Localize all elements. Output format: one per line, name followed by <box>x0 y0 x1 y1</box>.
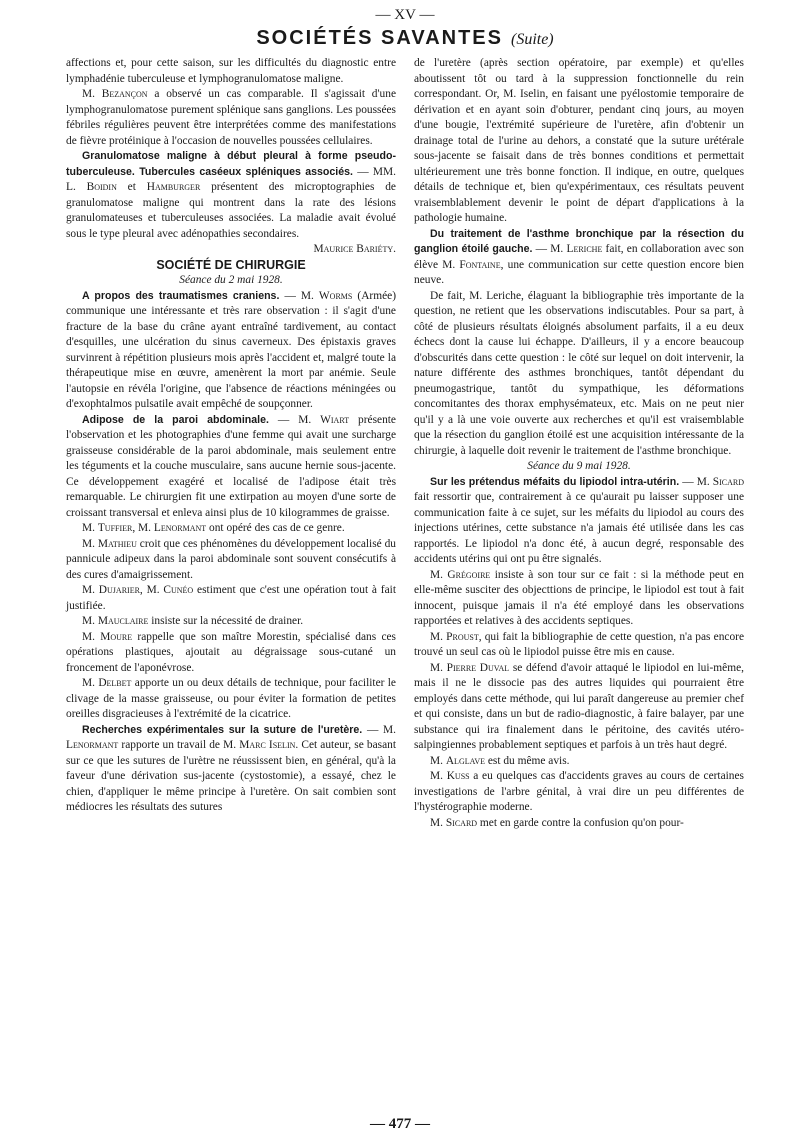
right-column <box>414 56 744 831</box>
article-title: Du traitement de l'asthme bronchique par la résection du ganglion étoilé gauche. <box>414 227 744 255</box>
paragraph: Sur les prétendus méfaits du lipiodol intra-utérin. — M. Sicard fait ressortir que, contrairement à ce qu'aurait pu laisser supposer une communication faite à ce sujet, sur les méfaits du lipiodol au cours des injections utérines, cette substance n'a jamais été utilisée dans les cas rapportés. Le lipiodol n'a donc été, à aucun degré, responsable des accidents utérins qui ont pu être signalés. <box>414 475 744 565</box>
author-name: Fontaine <box>459 258 501 271</box>
author-name: Wiart <box>320 413 350 426</box>
article-title: Granulomatose maligne à début pleural à forme pseudo-tuberculeuse. Tubercules caséeux spléniques associés. <box>66 150 396 178</box>
author-name: Hamburger <box>146 181 201 193</box>
author-name: Alglave <box>445 754 486 767</box>
roman-page-number: — XV — <box>375 7 435 23</box>
author-name: Sicard <box>445 816 478 829</box>
article-title: Recherches expérimentales sur la suture de l'uretère. <box>82 723 363 736</box>
header-suite: (Suite) <box>510 31 554 48</box>
paragraph: M. Alglave est du même avis. <box>430 754 570 767</box>
session-date: Séance du 9 mai 1928. <box>527 460 631 472</box>
author-name: Sicard <box>712 475 744 488</box>
paragraph: M. Bezançon a observé un cas comparable. Il s'agissait d'une lymphogranulomatose purement splénique sans ganglions. Les poussées fébriles régulières peuvent être interprétées comme des manifestations de fièvre protéinique à l'occasion de nouvelles poussées cellulaires. <box>66 88 396 147</box>
article-title: A propos des traumatismes craniens. <box>82 289 280 302</box>
paragraph: M. Tuffier, M. Lenormant ont opéré des cas de ce genre. <box>82 522 345 534</box>
paragraph: M. Delbet apporte un ou deux détails de technique, pour faciliter le clivage de la masse graisseuse, ou pour éviter la formation de petites oreilles disgracieuses à l'extrémité de la cicatrice. <box>66 677 396 720</box>
author-name: Dujarier <box>98 584 140 596</box>
paragraph: de l'uretère (après section opératoire, par exemple) et qu'elles aboutissent tôt ou tard à la suppression fonctionnelle du rein correspondant. Or, M. Iselin, en faisant une pyélostomie temporaire de dérivation et en ayant soin d'obturer, pendant cinq jours, au moyen d'une bougie, l'extrémité supérieure de l'uretère, afin d'obtenir un drainage total de l'urine au dehors, a constaté que la suture urétérale sous-jacente se faisait dans de très bonnes conditions et permettait ultérieurement une très bonne fonction. Il indique, en outre, quelques détails de technique et, bien qu'expérimentaux, ces résultats peuvent vraisemblablement devenir le point de départ d'applications à la pathologie humaine. <box>414 57 744 224</box>
paragraph: Granulomatose maligne à début pleural à forme pseudo-tuberculeuse. Tubercules caséeux spléniques associés. — MM. L. Boidin et Hamburger présentent des microptographies de granulomatose maligne qui montrent dans la rate des lésions granulomateuses et tuberculeuses associées. La maladie avait évolué sous le type pleural avec adénopathies secondaires. <box>66 150 396 240</box>
header-title: SOCIÉTÉS SAVANTES <box>256 27 503 49</box>
author-name: Moure <box>100 630 133 643</box>
author-name: L. Boidin <box>66 181 117 193</box>
session-date: Séance du 2 mai 1928. <box>179 274 283 286</box>
paragraph: M. Pierre Duval se défend d'avoir attaqué le lipiodol en lui-même, mais il ne le dissocie pas des autres liquides qui pourraient être employés dans cette méthode, qui lui paraît dangereuse au premier chef et qui consiste, dans un but de radio-diagnostic, à faire balayer, par une substance qui ira finalement dans le péritoine, des cavités utéro-salpingiennes probablement septiques et parfois à un très haut degré. <box>414 661 744 751</box>
signature: Maurice Bariéty. <box>313 243 396 255</box>
paragraph: M. Dujarier, M. Cunéo estiment que c'est une opération tout à fait justifiée. <box>66 584 396 612</box>
author-name: Tuffier <box>97 522 133 534</box>
author-name: Cunéo <box>163 584 194 596</box>
left-column <box>66 56 396 831</box>
author-name: M. Bezançon <box>82 88 148 100</box>
article-title: Adipose de la paroi abdominale. <box>82 413 269 426</box>
paragraph: M. Kuss a eu quelques cas d'accidents graves au cours de certaines investigations de l'arbre génital, à vrai dire un peu différentes de l'hystérographie moderne. <box>414 770 744 813</box>
paragraph: A propos des traumatismes craniens. — M. Worms (Armée) communique une intéressante et très rare observation : il s'agit d'une fracture de la base du crâne ayant entraîné tardivement, au contact d'esquilles, une ulcération du sinus caverneux. Des épistaxis graves survinrent à répétition plusieurs mois après l'accident et, malgré toute la thérapeutique mise en œuvre, amenèrent la mort par anémie. Seule l'autopsie en révéla l'origine, que l'absence de réactions méningées ou d'exophtalmos pulsatile avait empêché de soupçonner. <box>66 289 396 410</box>
author-name: Lenormant <box>153 522 207 534</box>
paragraph: Recherches expérimentales sur la suture de l'uretère. — M. Lenormant rapporte un travail de M. Marc Iselin. Cet auteur, se basant sur ce que les sutures de l'urètre ne réussissent bien, en général, qu'à la faveur d'une dérivation sus-jacente (cystostomie), a essayé, chez le chien, d'appliquer le même principe à l'uretère. On sait combien sont médiocres les résultats des sutures <box>66 723 396 813</box>
section-heading: SOCIÉTÉ DE CHIRURGIE <box>156 257 306 272</box>
paragraph: M. Mauclaire insiste sur la nécessité de drainer. <box>82 615 304 627</box>
two-column-body <box>66 56 744 831</box>
author-name: Mauclaire <box>97 615 149 627</box>
author-name: Lenormant <box>66 739 119 751</box>
paragraph: M. Proust, qui fait la bibliographie de cette question, n'a pas encore trouvé un seul cas où le lipiodol puisse être mis en cause. <box>414 630 745 658</box>
paragraph: M. Moure rappelle que son maître Morestin, spécialisé dans ces opérations plastiques, ajoutait au dégraissage sous-cutané un froncement de l'aponévrose. <box>66 630 396 674</box>
author-name: Kuss <box>446 770 470 782</box>
article-title: Sur les prétendus méfaits du lipiodol intra-utérin. <box>430 475 680 488</box>
paragraph: M. Sicard met en garde contre la confusion qu'on pour- <box>430 816 684 829</box>
author-name: Pierre Duval <box>446 661 510 674</box>
author-name: Marc Iselin <box>239 739 296 751</box>
page-number: — 477 — <box>370 1116 430 1132</box>
paragraph: Adipose de la paroi abdominale. — M. Wiart présente l'observation et les photographies d'une femme qui avait une surcharge graisseuse considérable de la paroi abdominale, mais seulement entre les téguments et la couche musculaire, sans aucune hernie sous-jacente. Ce développement exagéré et localisé de l'adipose était très remarquable. Le chirurgien fit une extirpation au moyen d'une sorte de croissant transversal et enleva ainsi plus de 10 kilogrammes de graisse. <box>66 413 396 519</box>
running-header <box>66 26 744 52</box>
paragraph: Du traitement de l'asthme bronchique par la résection du ganglion étoilé gauche. — M. Leriche fait, en collaboration avec son élève M. Fontaine, une communication sur cette question encore bien neuve. <box>414 227 744 286</box>
paragraph: De fait, M. Leriche, élaguant la bibliographie très importante de la question, ne retient que les observations indiscutables. Pour sa part, à côté de plusieurs résultats éloignés absolument parfaits, il a eu deux échecs dont la cause lui échappe. D'ailleurs, il y a encore beaucoup d'obscurités dans cette question : le côté sur lequel on doit intervenir, la nature différente des asthmes bronchiques, tantôt dépendant du pneumogastrique, tantôt du sympathique, les déformations concomitantes des thorax emphysémateux, etc. Mais on ne peut nier qu'il y a là une voie ouverte aux recherches et qu'il est vraisemblable que la résection du ganglion étoilé est une acquisition intéressante de la chirurgie, à laquelle doit revenir le traitement de l'asthme bronchique. <box>414 289 744 457</box>
author-name: Worms <box>318 289 353 302</box>
author-name: Grégoire <box>447 568 491 581</box>
author-name: Proust <box>446 630 479 643</box>
paragraph: affections et, pour cette saison, sur les difficultés du diagnostic entre lymphadénie tuberculeuse et lymphogranulomatose maligne. <box>66 57 396 85</box>
author-name: Mathieu <box>97 537 137 550</box>
author-name: Leriche <box>566 243 603 255</box>
paragraph: M. Mathieu croit que ces phénomènes du développement localisé du pannicule adipeux dans la paroi abdominale sont souvent consécutifs à des cures d'amaigrissement. <box>66 537 396 581</box>
author-name: Delbet <box>98 677 132 689</box>
paragraph: M. Grégoire insiste à son tour sur ce fait : si la méthode peut en elle-même susciter des objecttions de principe, le lipiodol est tout à fait innocent, puisque jamais il n'a été employé dans les observations rapportées et relatives à des accidents septiques. <box>414 568 744 627</box>
